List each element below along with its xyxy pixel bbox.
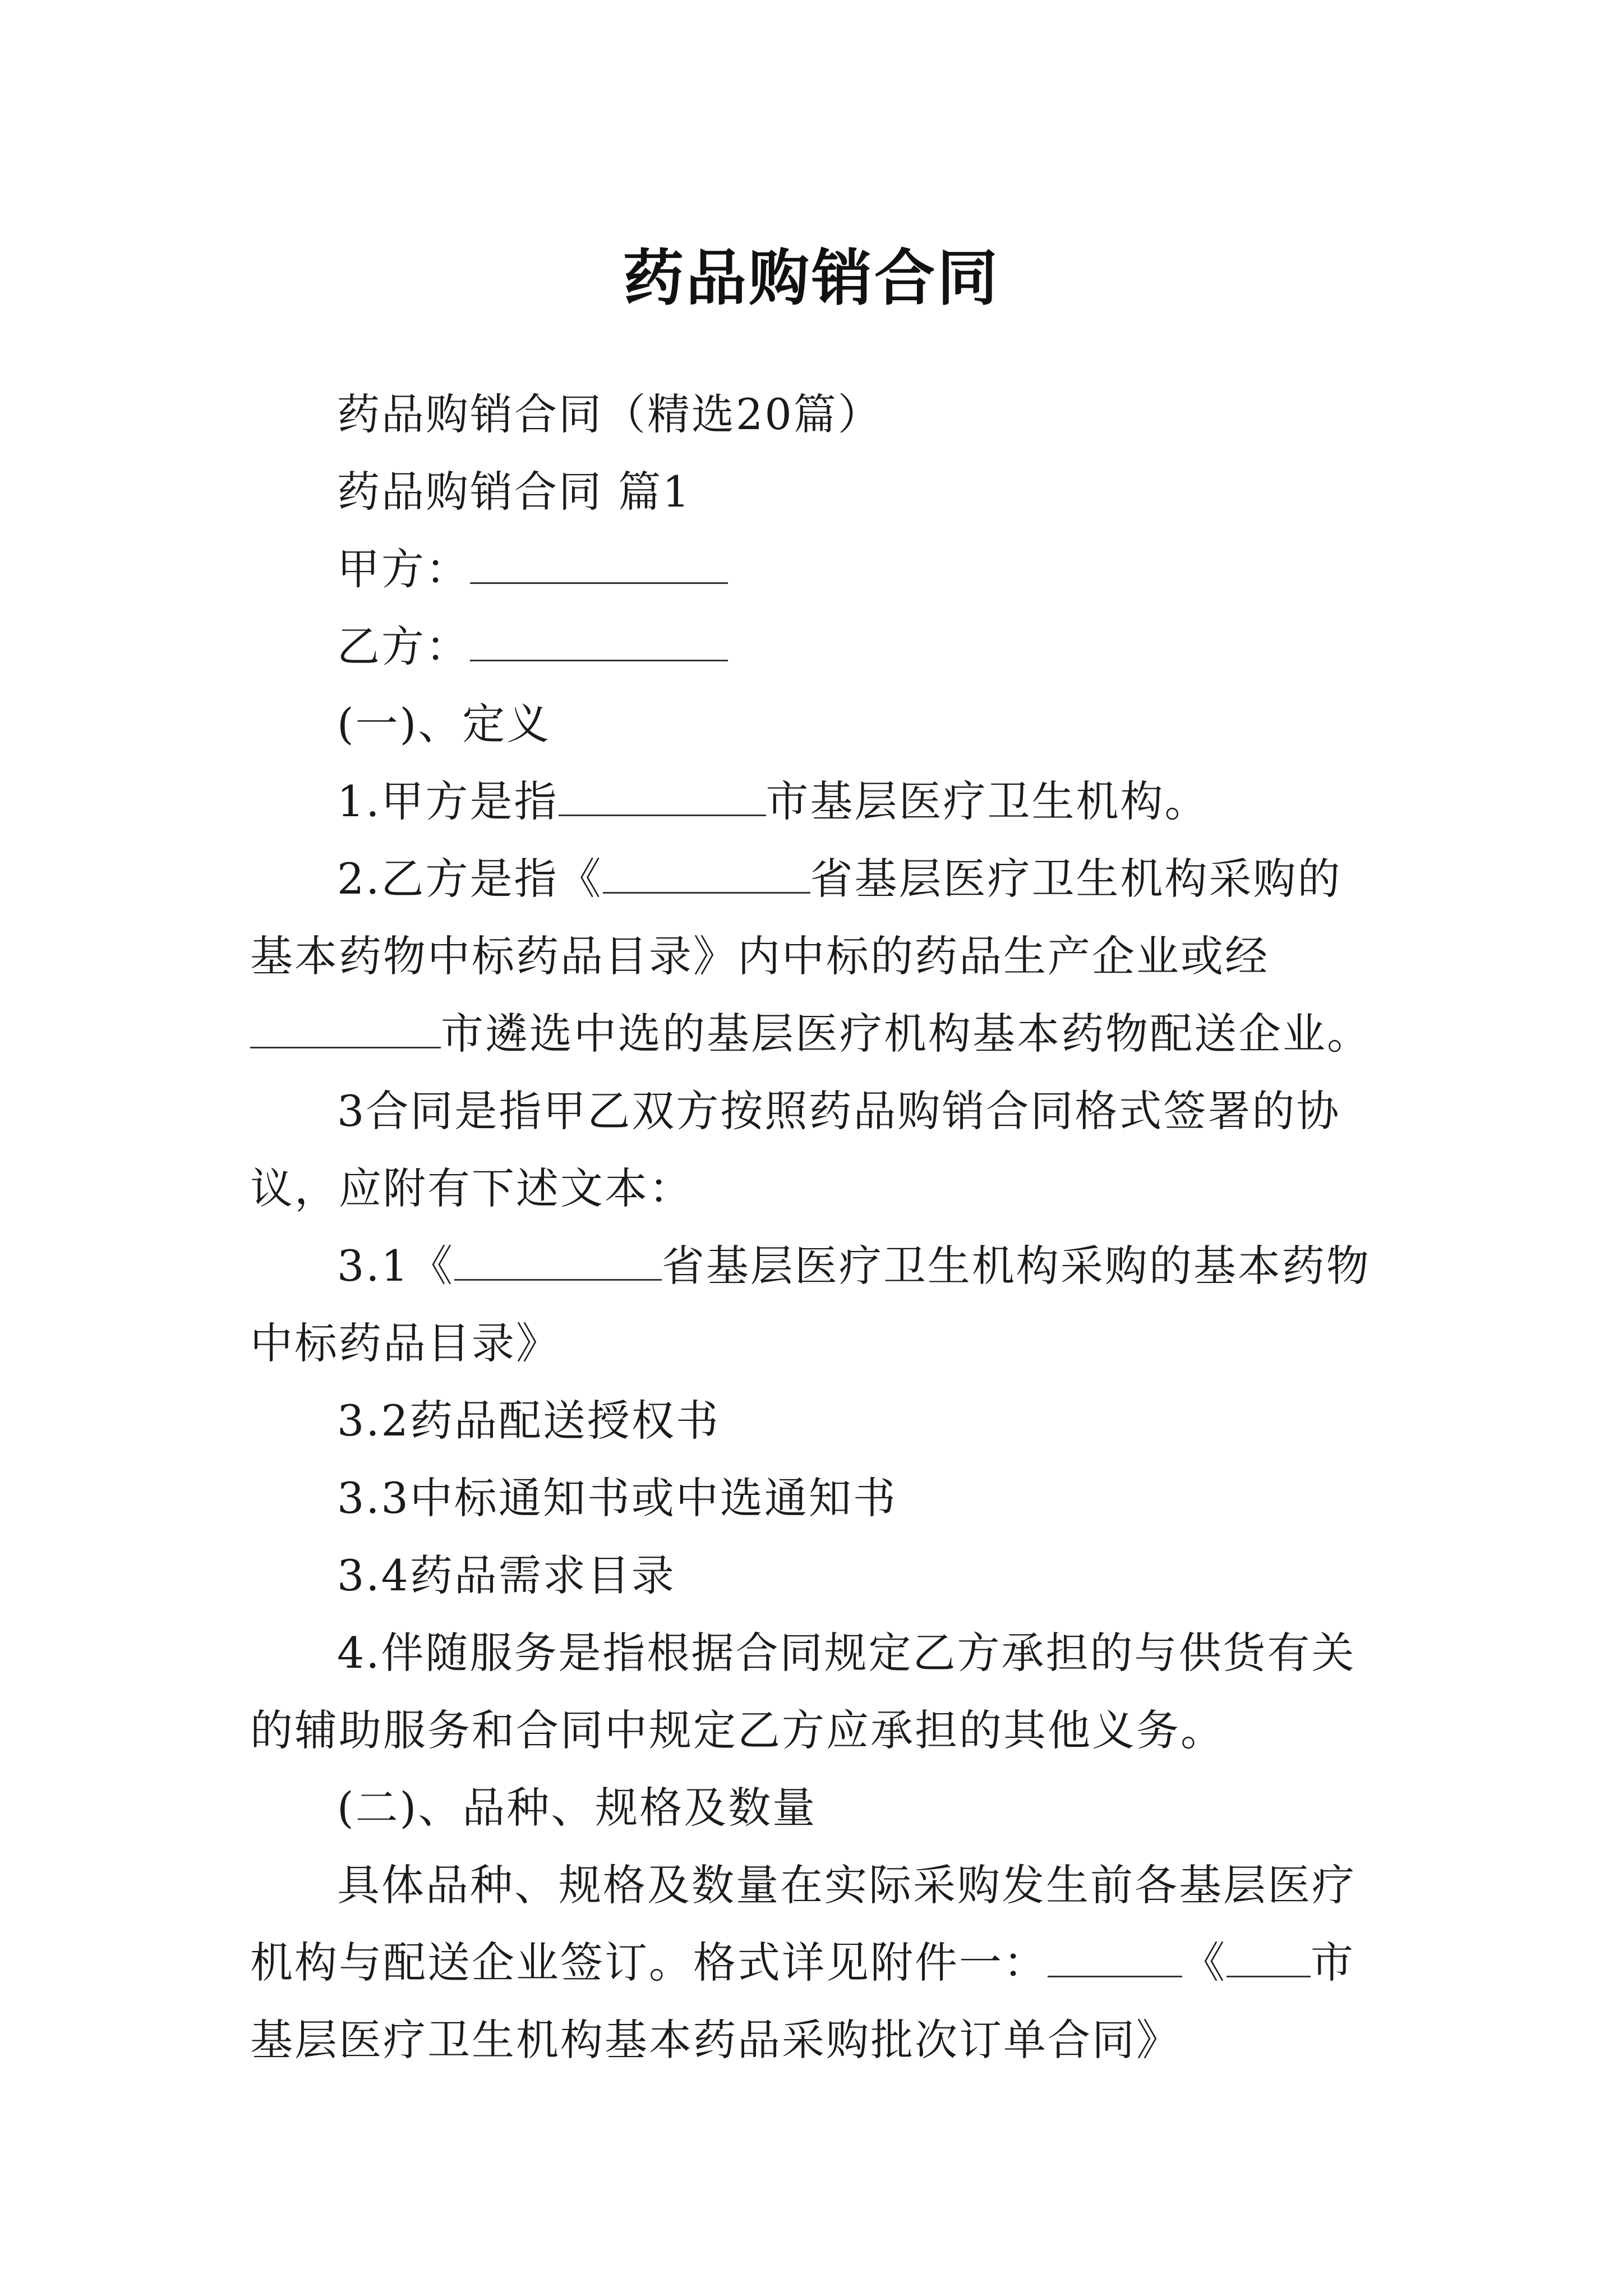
spec-heading: (二)、品种、规格及数量 [337, 1783, 817, 1833]
spec-text-a: 具体品种、规格及数量在实际采购发生前各基层医疗机构与配送企业签订。格式详见附件一： [250, 1860, 1356, 1987]
spec-blank-2 [1227, 1940, 1311, 1977]
spec-blank-1 [1048, 1940, 1182, 1977]
definition-1-blank [559, 779, 766, 816]
definition-2-text-b: 省基层医疗卫生机构采购的基本药物中标药品目录》内中标的药品生产企业或经 [250, 854, 1342, 981]
party-a-line [250, 531, 1383, 608]
definition-3-2: 3.2药品配送授权书 [337, 1396, 720, 1446]
party-b-blank [470, 624, 728, 661]
definition-1-text-b: 市基层医疗卫生机构。 [766, 776, 1209, 826]
definition-3-1-blank [454, 1243, 662, 1281]
definition-1 [250, 763, 1383, 840]
party-a-blank [470, 546, 728, 584]
spec-text-b: 《 [1182, 1938, 1227, 1987]
definition-1-text-a: 1.甲方是指 [337, 776, 559, 826]
definition-3-4: 3.4药品需求目录 [337, 1550, 676, 1600]
definition-4: 4.伴随服务是指根据合同规定乙方承担的与供货有关的辅助服务和合同中规定乙方应承担的其他义务。 [250, 1628, 1356, 1755]
document-body [250, 376, 1383, 2079]
definition-2 [250, 840, 1383, 1073]
definition-2-text-a: 2.乙方是指《 [337, 854, 603, 904]
party-a-label: 甲方： [337, 544, 470, 594]
definition-2-text-c: 市遴选中选的基层医疗机构基本药物配送企业。 [441, 1009, 1371, 1059]
party-b-line [250, 608, 1383, 685]
definition-3-1-text-b: 省基层医疗卫生机构采购的基本药物中标药品目录》 [250, 1241, 1371, 1368]
definition-2-blank-1 [603, 856, 810, 894]
collection-title: 药品购销合同（精选20篇） [337, 389, 882, 439]
definition-2-blank-2 [250, 1011, 441, 1048]
definition-3-1-text-a: 3.1《 [337, 1241, 454, 1291]
spec-text-c: 市基层医疗卫生机构基本药品采购批次订单合同》 [250, 1938, 1355, 2065]
definition-3: 3合同是指甲乙双方按照药品购销合同格式签署的协议，应附有下述文本： [250, 1086, 1341, 1213]
spec-paragraph [250, 1847, 1383, 2079]
document-title: 药品购销合同 [623, 243, 1000, 314]
definition-3-1 [250, 1227, 1383, 1382]
section-heading: 药品购销合同 篇1 [337, 467, 691, 517]
definition-heading: (一)、定义 [337, 699, 551, 749]
party-b-label: 乙方： [337, 622, 470, 671]
definition-3-3: 3.3中标通知书或中选通知书 [337, 1473, 897, 1523]
